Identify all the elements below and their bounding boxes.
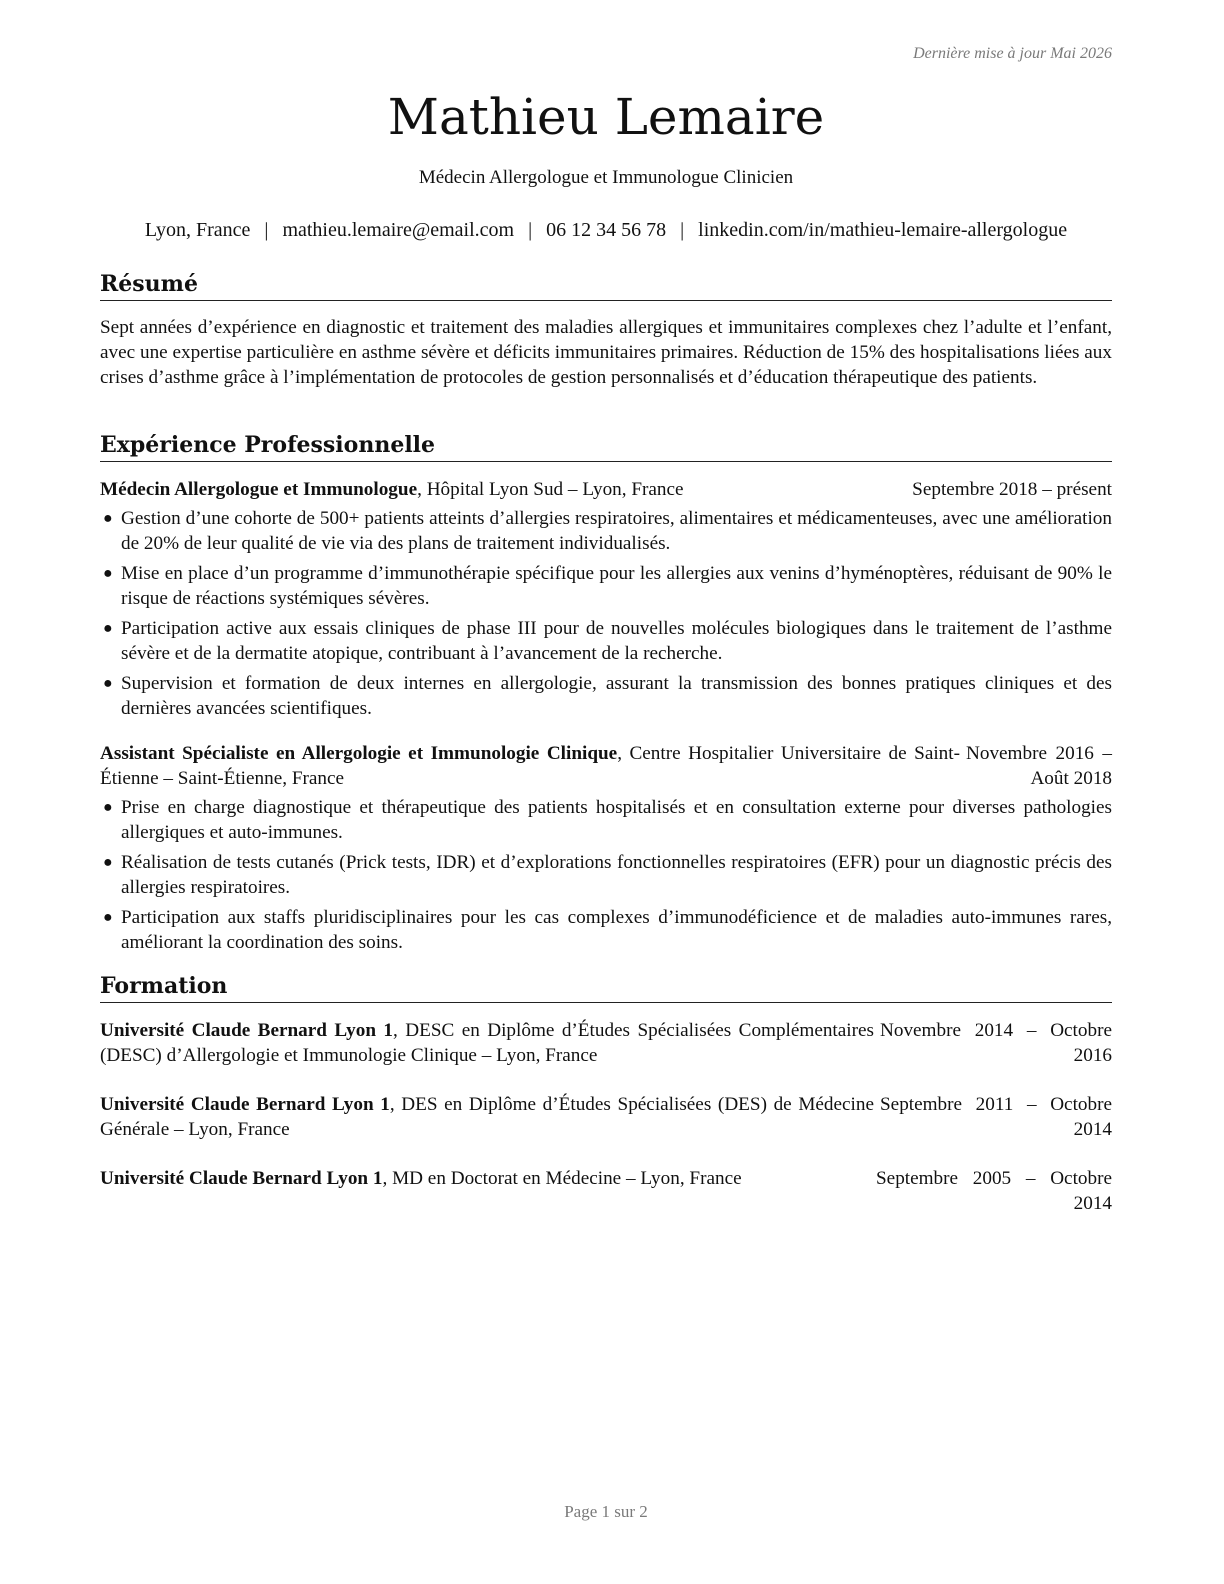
contact-location: Lyon, France [144,219,251,241]
contact-linkedin-link[interactable]: linkedin.com/in/mathieu-lemaire-allergologue [698,219,1068,241]
education-entry [100,1092,1112,1142]
bullet-text: Participation aux staffs pluridisciplinaires pour les cas complexes d’immunodéficience et de maladies auto-immunes rares, améliorant la coordination des soins. [121,907,1112,953]
education-detail-line [100,1018,874,1068]
education-header [100,1092,1112,1142]
education-school: Université Claude Bernard Lyon 1 [100,1094,390,1115]
bullet-item [100,616,1112,666]
bullet-text: Participation active aux essais cliniques de phase III pour de nouvelles molécules biologiques dans le traitement de l’asthme sévère et de la dermatite atopique, contribuant à l’avancement de la recherche. [121,618,1112,664]
bullet-icon: ● [103,510,113,527]
job-dates: Septembre 2018 – présent [912,479,1112,500]
bullet-text: Gestion d’une cohorte de 500+ patients atteints d’allergies respiratoires, alimentaires et médicamenteuses, avec une amélioration de 20% de leur qualité de vie via des plans de traitement individualisés. [121,508,1112,554]
bullet-text: Prise en charge diagnostique et thérapeutique des patients hospitalisés et en consultation externe pour diverses pathologies allergiques et auto-immunes. [121,797,1112,843]
bullet-item [100,506,1112,556]
contact-line [100,219,1112,242]
education-entry [100,1018,1112,1068]
bullet-icon: ● [103,620,113,637]
summary-section [100,270,1112,390]
bullet-text: Mise en place d’un programme d’immunothérapie spécifique pour les allergies aux venins d’hyménoptères, réduisant de 90% le risque de réactions systémiques sévères. [121,563,1112,609]
education-dates: Septembre 2011 – Octobre 2014 [880,1094,1112,1140]
job-bullets [100,795,1112,955]
job-header [100,477,1112,502]
bullet-item [100,561,1112,611]
bullet-icon: ● [103,565,113,582]
education-detail-line [100,1166,870,1191]
job-dates: Novembre 2016 – Août 2018 [966,743,1112,789]
education-entry [100,1166,1112,1216]
education-school: Université Claude Bernard Lyon 1 [100,1020,394,1041]
education-degree: , MD en Doctorat en Médecine – Lyon, France [382,1168,742,1189]
bullet-text: Supervision et formation de deux internes en allergologie, assurant la transmission des bonnes pratiques cliniques et des dernières avancées scientifiques. [121,673,1112,719]
summary-text: Sept années d’expérience en diagnostic et traitement des maladies allergiques et immunitaires complexes chez l’adulte et l’enfant, avec une expertise particulière en asthme sévère et déficits immunitaires primaires. Réduction de 15% des hospitalisations liées aux crises d’asthme grâce à l’implémentation de protocoles de gestion personnalisés et d’éducation thérapeutique des patients. [100,317,1112,388]
job-entry [100,477,1112,721]
education-degree: , DES en Diplôme d’Études Spécialisées (DES) de Médecine Générale – Lyon, France [100,1094,874,1140]
section-title-summary: Résumé [100,270,1112,301]
candidate-name: Mathieu Lemaire [387,88,825,146]
job-organization: , Centre Hospitalier Universitaire de Saint-Étienne – Saint-Étienne, France [100,743,960,789]
education-school: Université Claude Bernard Lyon 1 [100,1168,383,1189]
bullet-item [100,671,1112,721]
job-title-line [100,477,906,502]
education-section [100,972,1112,1216]
contact-separator: | [264,219,269,241]
education-degree: , DESC en Diplôme d’Études Spécialisées Complémentaires (DESC) d’Allergologie et Immunologie Clinique – Lyon, France [100,1020,874,1066]
contact-separator: | [680,219,685,241]
bullet-item [100,905,1112,955]
job-organization: , Hôpital Lyon Sud – Lyon, France [417,479,684,500]
section-title-education: Formation [100,972,1112,1003]
education-detail-line [100,1092,874,1142]
resume-page [100,0,1112,1584]
page-number: Page 1 sur 2 [564,1502,648,1521]
job-role: Assistant Spécialiste en Allergologie et Immunologie Clinique [100,743,618,764]
bullet-text: Réalisation de tests cutanés (Prick tests, IDR) et d’explorations fonctionnelles respiratoires (EFR) pour un diagnostic précis des allergies respiratoires. [121,852,1112,898]
contact-phone: 06 12 34 56 78 [546,219,667,241]
bullet-icon: ● [103,675,113,692]
bullet-icon: ● [103,854,113,871]
contact-email-link[interactable]: mathieu.lemaire@email.com [282,219,515,241]
bullet-icon: ● [103,909,113,926]
education-header [100,1166,1112,1216]
bullet-item [100,850,1112,900]
contact-separator: | [528,219,533,241]
experience-section [100,431,1112,960]
job-role: Médecin Allergologue et Immunologue [100,479,418,500]
section-title-experience: Expérience Professionnelle [100,431,1112,462]
bullet-item [100,795,1112,845]
education-dates: Novembre 2014 – Octobre 2016 [880,1020,1112,1066]
education-dates: Septembre 2005 – Octobre 2014 [876,1168,1112,1214]
job-header [100,741,1112,791]
last-updated-note: Dernière mise à jour Mai 2026 [913,45,1112,62]
job-entry [100,741,1112,955]
job-title-line [100,741,960,791]
job-bullets [100,506,1112,721]
bullet-icon: ● [103,799,113,816]
candidate-headline: Médecin Allergologue et Immunologue Clinicien [418,167,794,188]
education-header [100,1018,1112,1068]
